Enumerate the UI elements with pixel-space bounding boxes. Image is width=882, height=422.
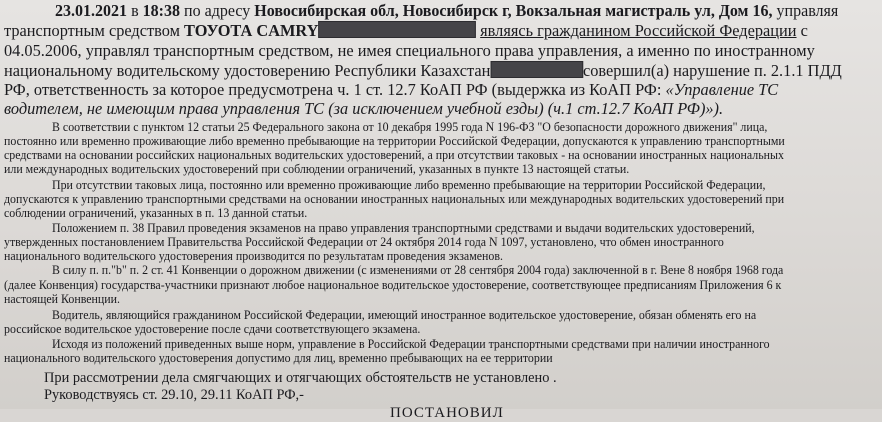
p1-line-3 bbox=[4, 148, 784, 163]
violation-clause: совершил(а) нарушение п. 2.1.1 ПДД bbox=[582, 61, 842, 80]
redacted-plate bbox=[318, 21, 476, 38]
header-line-3 bbox=[4, 41, 815, 61]
p6-text-1: Исходя из положений приведенных выше норм, управление в Российской Федерации транспортными средствами при наличии иностранного bbox=[52, 337, 770, 351]
p3-line-3 bbox=[4, 249, 503, 264]
p1-line-4 bbox=[4, 162, 629, 177]
p4-line-2 bbox=[4, 278, 781, 293]
p1-text-4: или международных водительских удостоверений при соблюдении ограничений, указанных в пункте 13 настоящей статьи. bbox=[4, 162, 630, 176]
p3-text-3: национального водительского удостоверения производится по результатам проведения экзаменов. bbox=[4, 249, 503, 263]
p5-line-2 bbox=[4, 322, 420, 337]
p6-line-1 bbox=[52, 337, 770, 352]
header-line-1-tail: управляя bbox=[776, 1, 839, 20]
header-line-1 bbox=[55, 1, 838, 21]
p3-text-1: Положением п. 38 Правил проведения экзаменов на право управления транспортными средствами и выдачи водительских удостоверений, bbox=[52, 221, 755, 235]
p2-text-2: допускаются к управлению транспортными средствами на основании иностранных национальных или международных водительских удостоверений при bbox=[4, 192, 785, 206]
header-line-2-tail: с bbox=[800, 21, 808, 40]
p2-line-2 bbox=[4, 192, 784, 207]
p3-line-1 bbox=[52, 221, 755, 236]
cut-off-heading bbox=[390, 398, 510, 421]
p5-text-2: российское водительское удостоверение после сдачи соответствующего экзамена. bbox=[4, 322, 421, 336]
header-line-4 bbox=[4, 61, 842, 81]
p2-text-3: соблюдении ограничений, указанных в п. 13 данной статьи. bbox=[4, 206, 308, 220]
license-statement: 04.05.2006, управлял транспортным средством, не имея специального права управления, а именно по иностранному bbox=[4, 41, 815, 60]
p2-line-3 bbox=[4, 206, 307, 221]
guided-by-statement: Руководствуясь ст. 29.10, 29.11 КоАП РФ,- bbox=[44, 387, 304, 403]
footer-line-1 bbox=[44, 370, 557, 387]
p2-line-1 bbox=[52, 178, 765, 193]
citizenship-text: являясь гражданином Российской Федерации bbox=[480, 21, 797, 40]
violation-address: Новосибирская обл, Новосибирск г, Вокзальная магистраль ул, Дом 16, bbox=[254, 1, 773, 20]
liability-text: РФ, ответственность за которое предусмотрена ч. 1 ст. 12.7 КоАП РФ (выдержка из КоАП РФ: bbox=[4, 80, 662, 99]
header-line-2 bbox=[4, 21, 808, 41]
p1-line-1 bbox=[52, 120, 767, 135]
liability-quote-end: водителем, не имеющим права управления ТС (за исключением учебной езды) (ч.1 ст.12.7 КоАП РФ)»). bbox=[4, 99, 724, 118]
redacted-license-number bbox=[490, 61, 583, 78]
liability-quote-start: «Управление ТС bbox=[665, 80, 779, 99]
p3-line-2 bbox=[4, 235, 724, 250]
p2-text-1: При отсутствии таковых лица, постоянно или временно проживающие либо временно пребывающие на территории Российской Федерации, bbox=[52, 178, 766, 192]
circumstances-statement: При рассмотрении дела смягчающих и отягчающих обстоятельств не установлено . bbox=[44, 370, 557, 386]
address-prefix: по адресу bbox=[184, 1, 251, 20]
p4-line-3 bbox=[4, 292, 120, 307]
p1-text-2: постоянно или временно проживающие либо временно пребывающие на территории Российской Федерации, допускаются к управлению транспортными bbox=[4, 134, 785, 148]
p1-text-1: В соответствии с пунктом 12 статьи 25 Федерального закона от 10 декабря 1995 года N 196-ФЗ "О безопасности дорожного движения" лица, bbox=[52, 120, 768, 134]
header-line-6 bbox=[4, 99, 723, 119]
p1-text-3: средствами на основании российских национальных водительских удостоверений, а при отсутствии таковых - на основании иностранных национальных bbox=[4, 148, 784, 162]
footer-line-2 bbox=[44, 387, 304, 404]
violation-time: 18:38 bbox=[142, 1, 181, 20]
violation-date: 23.01.2021 bbox=[55, 1, 128, 20]
p6-text-2: национального водительского удостоверения допустимо для лиц, временно пребывающих на ее территории bbox=[4, 351, 553, 365]
p4-text-3: настоящей Конвенции. bbox=[4, 292, 121, 306]
p6-line-2 bbox=[4, 351, 553, 366]
p5-text-1: Водитель, являющийся гражданином Российской Федерации, имеющий иностранное водительское удостоверение, обязан обменять его на bbox=[52, 308, 757, 322]
header-line-5 bbox=[4, 80, 778, 100]
word-in: в bbox=[131, 1, 139, 20]
cut-off-heading-text: ПОСТАНОВИЛ bbox=[390, 405, 504, 421]
vehicle-prefix: транспортным средством bbox=[4, 21, 180, 40]
foreign-license-text: национальному водительскому удостоверению Республики Казахстан bbox=[4, 61, 491, 80]
p4-line-1 bbox=[52, 263, 783, 278]
p5-line-1 bbox=[52, 308, 756, 323]
p3-text-2: утвержденных постановлением Правительства Российской Федерации от 24 октября 2014 года N 1097, установлено, что обмен иностранного bbox=[4, 235, 724, 249]
p4-text-2: (далее Конвенция) государства-участники признают любое национальное водительское удостоверение, соответствующее предписаниям Приложения 6 к bbox=[4, 278, 782, 292]
vehicle-model: ТОУОТА CAMRY bbox=[184, 21, 319, 40]
p4-text-1: В силу п. п."b" п. 2 ст. 41 Конвенции о дорожном движении (с изменениями от 28 сентября 2004 года) заключенной в г. Вене 8 ноября 1968 года bbox=[52, 263, 784, 277]
p1-line-2 bbox=[4, 134, 785, 149]
